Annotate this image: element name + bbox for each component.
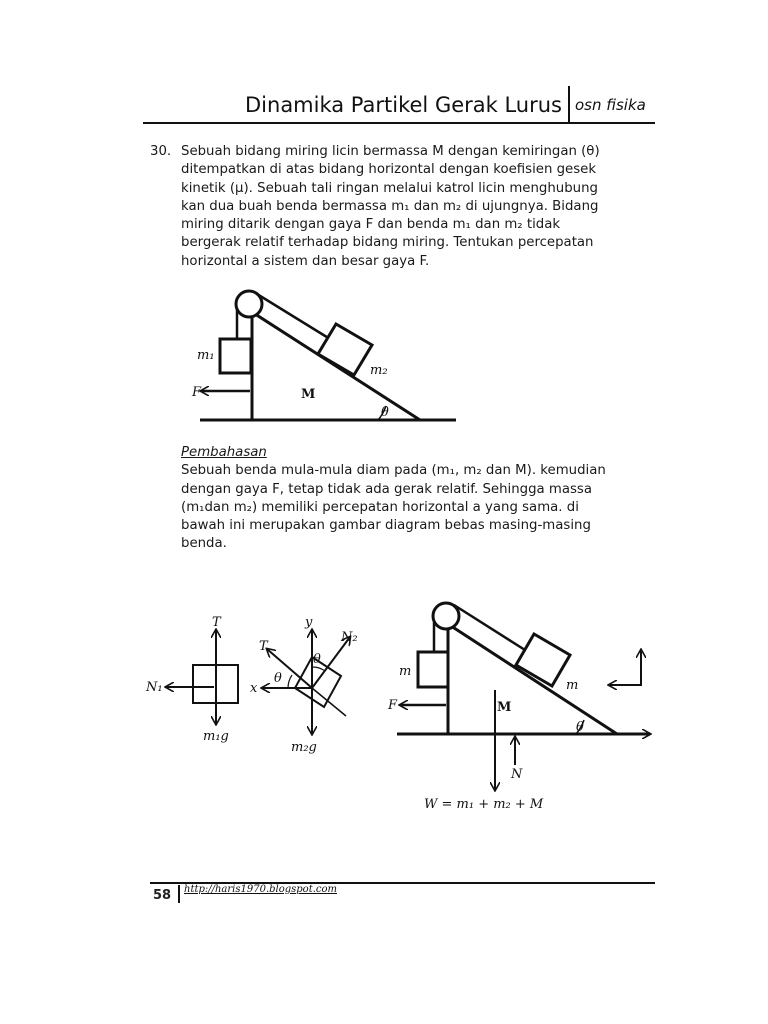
label-m1g: m₁g xyxy=(203,729,229,744)
label-m2: m₂ xyxy=(370,363,388,378)
problem-line: miring ditarik dengan gaya F dan benda m₁ dan m₂ tidak xyxy=(181,217,561,233)
label-theta-top: θ xyxy=(313,652,321,667)
pembahasan-line: dengan gaya F, tetap tidak ada gerak relatif. Sehingga massa xyxy=(181,481,593,497)
pembahasan-heading: Pembahasan xyxy=(181,445,267,460)
problem-line: kan dua buah benda bermassa m₁ dan m₂ di ujungnya. Bidang xyxy=(181,198,599,214)
label-x: x xyxy=(250,681,258,696)
footer-divider xyxy=(178,885,180,903)
rope-incline xyxy=(454,605,525,650)
label-m-left: m xyxy=(399,664,412,679)
block-m2 xyxy=(318,324,372,375)
header-tag: osn fisika xyxy=(575,96,646,114)
fbd-m1 xyxy=(145,615,238,744)
label-F: F xyxy=(388,698,398,713)
label-theta: θ xyxy=(381,405,389,420)
label-m1: m₁ xyxy=(197,348,215,363)
pembahasan-line: Sebuah benda mula-mula diam pada (m₁, m₂ dan M). kemudian xyxy=(181,463,606,479)
label-N: N xyxy=(511,767,523,782)
pembahasan-line: benda. xyxy=(181,536,227,552)
problem-line: kinetik (μ). Sebuah tali ringan melalui katrol licin menghubung xyxy=(181,180,598,196)
label-theta-left: θ xyxy=(274,671,282,686)
angle-arc-1 xyxy=(288,675,292,688)
label-m2g: m₂g xyxy=(291,740,317,755)
label-N2: N₂ xyxy=(341,630,358,645)
label-m-right: m xyxy=(566,678,579,693)
footer-url[interactable]: http://haris1970.blogspot.com xyxy=(184,884,338,895)
fbd-m2 xyxy=(250,615,358,755)
label-M: M xyxy=(301,387,316,402)
label-M: M xyxy=(497,700,512,715)
label-T: T xyxy=(259,639,268,654)
pembahasan-line: (m₁dan m₂) memiliki percepatan horizontal a yang sama. di xyxy=(181,499,579,515)
axes-icon-lines xyxy=(611,652,641,685)
block-m1 xyxy=(220,339,251,373)
label-W-equation: W = m₁ + m₂ + M xyxy=(424,797,544,812)
block-m-left xyxy=(418,652,448,687)
label-theta: θ xyxy=(576,720,584,735)
figure-incline-1 xyxy=(191,291,456,420)
page-footer xyxy=(150,882,655,912)
page-title: Dinamika Partikel Gerak Lurus xyxy=(245,93,562,117)
problem-number: 30. xyxy=(150,144,172,159)
figure-incline-2 xyxy=(387,603,650,812)
page-number: 58 xyxy=(153,888,172,903)
pembahasan-line: bawah ini merupakan gambar diagram bebas masing-masing xyxy=(181,518,591,534)
block-m-right xyxy=(516,634,570,686)
label-T: T xyxy=(212,615,221,630)
problem-line: bergerak relatif terhadap bidang miring. Tentukan percepatan xyxy=(181,235,594,251)
rope-incline xyxy=(257,294,330,339)
problem-line: ditempatkan di atas bidang horizontal dengan koefisien gesek xyxy=(181,162,597,178)
label-y: y xyxy=(305,615,313,630)
problem-line: horizontal a sistem dan besar gaya F. xyxy=(181,253,430,269)
label-N1: N₁ xyxy=(146,680,163,695)
label-F: F xyxy=(192,385,202,400)
problem-line: Sebuah bidang miring licin bermassa M dengan kemiringan (θ) xyxy=(181,144,600,159)
